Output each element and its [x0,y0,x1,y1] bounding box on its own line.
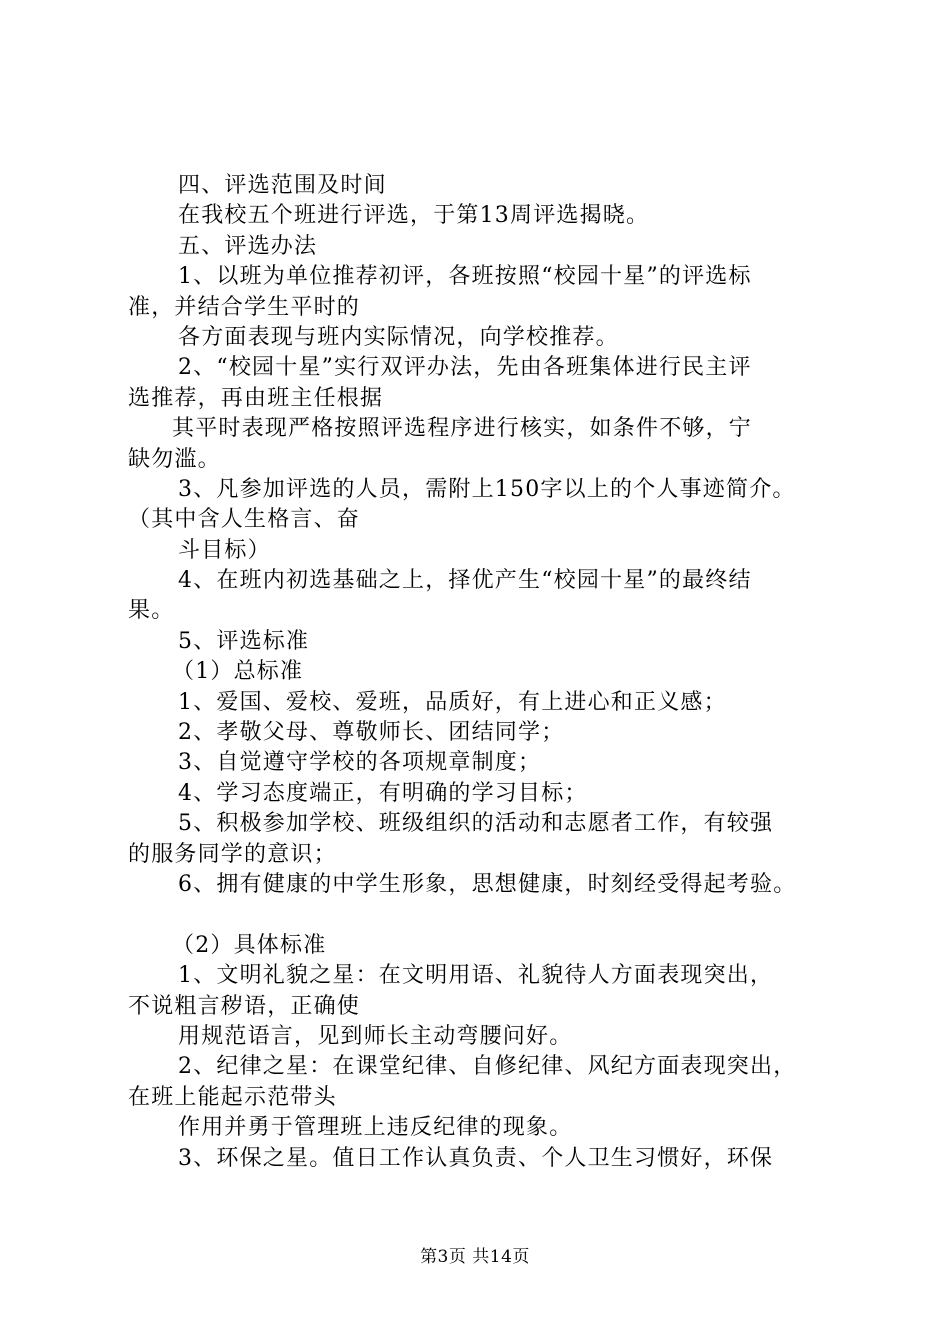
subsection-heading: （2）具体标准 [172,932,327,958]
list-item: 作用并勇于管理班上违反纪律的现象。 [178,1115,573,1141]
list-item: 用规范语言，见到师长主动弯腰问好。 [178,1023,573,1049]
blank-line [128,900,838,930]
list-item: 1、爱国、爱校、爱班，品质好，有上进心和正义感； [178,689,727,715]
section-heading: 四、评选范围及时间 [178,173,387,198]
list-item: 6、拥有健康的中学生形象，思想健康，时刻经受得起考验。 [178,871,797,897]
list-item: 1、文明礼貌之星：在文明用语、礼貌待人方面表现突出， [178,963,774,989]
paragraph-line: 斗目标） [178,537,271,563]
paragraph-line: 准，并结合学生平时的 [128,294,361,320]
list-item: 3、环保之星。值日工作认真负责、个人卫生习惯好，环保 [178,1145,774,1171]
list-item: 4、学习态度端正，有明确的学习目标； [178,780,588,806]
list-item: 2、纪律之星：在课堂纪律、自修纪律、风纪方面表现突出， [178,1054,797,1080]
paragraph-line: 果。 [128,598,175,624]
paragraph-line: 其平时表现严格按照评选程序进行核实，如条件不够，宁 [172,416,753,442]
list-item: 的服务同学的意识； [128,841,337,867]
list-item: 不说粗言秽语，正确使 [128,993,361,1019]
list-item: 在班上能起示范带头 [128,1084,337,1110]
paragraph-line: 3、凡参加评选的人员，需附上150字以上的个人事迹简介。 [178,476,796,502]
list-item: 3、自觉遵守学校的各项规章制度； [178,750,542,776]
page-number-footer: 第3页 共14页 [420,1247,530,1267]
paragraph-line: 2、“校园十星”实行双评办法，先由各班集体进行民主评 [178,355,752,381]
paragraph-line: 缺勿滥。 [128,446,221,472]
paragraph-line: （其中含人生格言、奋 [128,507,361,533]
paragraph-line: 各方面表现与班内实际情况，向学校推荐。 [178,324,619,350]
list-item: 2、孝敬父母、尊敬师长、团结同学； [178,720,565,746]
subsection-heading: （1）总标准 [172,659,304,685]
section-heading: 五、评选办法 [178,233,318,259]
paragraph-line: 4、在班内初选基础之上，择优产生“校园十星”的最终结 [178,568,752,594]
paragraph-line: 在我校五个班进行评选，于第13周评选揭晓。 [178,203,650,229]
subsection-heading: 5、评选标准 [178,628,310,654]
paragraph-line: 选推荐，再由班主任根据 [128,385,384,411]
document-body [128,171,838,1174]
paragraph-line: 1、以班为单位推荐初评，各班按照“校园十星”的评选标 [178,264,752,290]
list-item: 5、积极参加学校、班级组织的活动和志愿者工作，有较强 [178,811,774,837]
